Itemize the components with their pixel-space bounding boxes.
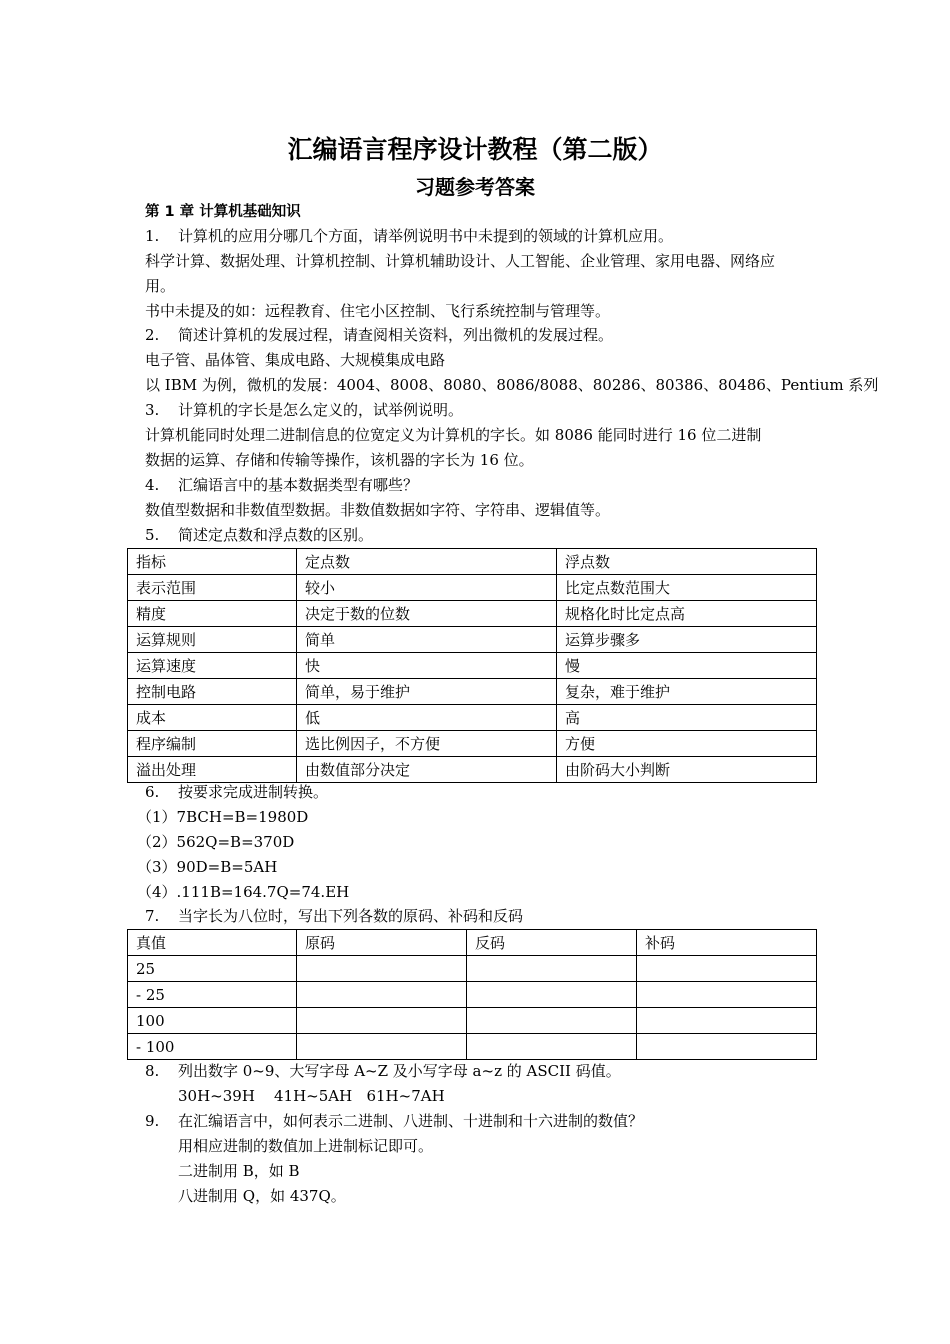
table-cell: 复杂，难于维护 <box>557 679 817 705</box>
table-cell <box>467 956 637 982</box>
table-cell: 简单 <box>297 627 557 653</box>
question-number: 8. <box>145 1062 160 1080</box>
question-2 <box>145 323 825 347</box>
table-cell: 比定点数范围大 <box>557 575 817 601</box>
table-header-cell: 原码 <box>297 930 467 956</box>
question-8 <box>145 1059 825 1083</box>
table-cell: 控制电路 <box>128 679 297 705</box>
table-cell: 25 <box>128 956 297 982</box>
table-cell <box>637 982 817 1008</box>
table-cell <box>467 1008 637 1034</box>
table-cell <box>297 956 467 982</box>
table-row <box>128 1008 817 1034</box>
table-row <box>128 757 817 783</box>
table-header-cell: 反码 <box>467 930 637 956</box>
answer-line: （2）562Q=B=370D <box>137 833 295 851</box>
answer-line: （3）90D=B=5AH <box>137 858 278 876</box>
chapter-heading: 第 1 章 计算机基础知识 <box>145 204 301 220</box>
table-cell: 方便 <box>557 731 817 757</box>
table-cell <box>297 982 467 1008</box>
question-6 <box>145 780 825 804</box>
table-row <box>128 575 817 601</box>
question-number: 6. <box>145 783 160 801</box>
question-4 <box>145 473 825 497</box>
document-subtitle: 习题参考答案 <box>415 175 535 199</box>
answer-line: 计算机能同时处理二进制信息的位宽定义为计算机的字长。如 8086 能同时进行 16 位二进制 <box>145 426 762 444</box>
answer-line: 书中未提及的如：远程教育、住宅小区控制、飞行系统控制与管理等。 <box>145 302 611 320</box>
question-9 <box>145 1109 825 1133</box>
table-row <box>128 601 817 627</box>
question-number: 4. <box>145 476 160 494</box>
table-cell: 选比例因子，不方便 <box>297 731 557 757</box>
table-cell: 由阶码大小判断 <box>557 757 817 783</box>
answer-line: 数据的运算、存储和传输等操作，该机器的字长为 16 位。 <box>145 451 534 469</box>
document-title: 汇编语言程序设计教程（第二版） <box>287 135 663 164</box>
table-row <box>128 956 817 982</box>
table-cell: 溢出处理 <box>128 757 297 783</box>
table-cell: 运算规则 <box>128 627 297 653</box>
answer-line: 二进制用 B，如 B <box>178 1162 300 1180</box>
question-text: 按要求完成进制转换。 <box>178 783 329 801</box>
question-number: 1. <box>145 227 160 245</box>
answer-line: 用。 <box>145 277 176 295</box>
answer-line: 电子管、晶体管、集成电路、大规模集成电路 <box>145 351 446 369</box>
table-cell: 决定于数的位数 <box>297 601 557 627</box>
question-number: 3. <box>145 401 160 419</box>
table-cell <box>637 956 817 982</box>
table-cell: 程序编制 <box>128 731 297 757</box>
table-row <box>128 731 817 757</box>
table-cell: - 25 <box>128 982 297 1008</box>
table-header-cell: 补码 <box>637 930 817 956</box>
answer-line: 用相应进制的数值加上进制标记即可。 <box>178 1137 434 1155</box>
question-text: 简述定点数和浮点数的区别。 <box>178 526 374 544</box>
question-text: 列出数字 0~9、大写字母 A~Z 及小写字母 a~z 的 ASCII 码值。 <box>178 1062 621 1080</box>
table-cell: 规格化时比定点高 <box>557 601 817 627</box>
question-text: 计算机的字长是怎么定义的，试举例说明。 <box>178 401 464 419</box>
table-cell <box>297 1008 467 1034</box>
answer-line: 科学计算、数据处理、计算机控制、计算机辅助设计、人工智能、企业管理、家用电器、网络应 <box>145 252 776 270</box>
table-row <box>128 1034 817 1060</box>
table-cell: 成本 <box>128 705 297 731</box>
answer-line: （4）.111B=164.7Q=74.EH <box>137 883 350 901</box>
table-cell: 快 <box>297 653 557 679</box>
table-cell: 运算速度 <box>128 653 297 679</box>
sign-code-table <box>127 929 817 1060</box>
table-cell <box>637 1034 817 1060</box>
answer-line: 数值型数据和非数值型数据。非数值数据如字符、字符串、逻辑值等。 <box>145 501 611 519</box>
question-number: 9. <box>145 1112 160 1130</box>
table-header-cell: 浮点数 <box>557 549 817 575</box>
table-row <box>128 627 817 653</box>
table-cell: 简单，易于维护 <box>297 679 557 705</box>
table-cell <box>467 1034 637 1060</box>
question-text: 汇编语言中的基本数据类型有哪些？ <box>178 476 419 494</box>
table-cell <box>467 982 637 1008</box>
fixed-vs-float-table <box>127 548 817 783</box>
table-cell: 慢 <box>557 653 817 679</box>
table-cell: 由数值部分决定 <box>297 757 557 783</box>
answer-line: 八进制用 Q，如 437Q。 <box>178 1187 346 1205</box>
question-text: 当字长为八位时，写出下列各数的原码、补码和反码 <box>178 907 524 925</box>
table-cell: 运算步骤多 <box>557 627 817 653</box>
answer-line: （1）7BCH=B=1980D <box>137 808 309 826</box>
table-header-cell: 真值 <box>128 930 297 956</box>
question-text: 在汇编语言中，如何表示二进制、八进制、十进制和十六进制的数值？ <box>178 1112 644 1130</box>
table-cell: 精度 <box>128 601 297 627</box>
table-cell: - 100 <box>128 1034 297 1060</box>
question-number: 2. <box>145 326 160 344</box>
table-row <box>128 653 817 679</box>
table-row <box>128 982 817 1008</box>
question-3 <box>145 398 825 422</box>
table-cell: 表示范围 <box>128 575 297 601</box>
table-cell <box>637 1008 817 1034</box>
table-cell: 高 <box>557 705 817 731</box>
table-header-cell: 定点数 <box>297 549 557 575</box>
answer-line: 30H~39H 41H~5AH 61H~7AH <box>178 1087 445 1105</box>
table-row <box>128 549 817 575</box>
question-number: 7. <box>145 907 160 925</box>
table-cell <box>297 1034 467 1060</box>
question-number: 5. <box>145 526 160 544</box>
table-header-cell: 指标 <box>128 549 297 575</box>
table-row <box>128 705 817 731</box>
question-text: 简述计算机的发展过程，请查阅相关资料，列出微机的发展过程。 <box>178 326 614 344</box>
table-cell: 低 <box>297 705 557 731</box>
table-cell: 100 <box>128 1008 297 1034</box>
question-text: 计算机的应用分哪几个方面，请举例说明书中未提到的领域的计算机应用。 <box>178 227 674 245</box>
question-5 <box>145 523 825 547</box>
question-1 <box>145 224 825 248</box>
answer-line: 以 IBM 为例，微机的发展：4004、8008、8080、8086/8088、80286、80386、80486、Pentium 系列 <box>145 376 879 394</box>
table-row <box>128 930 817 956</box>
question-7 <box>145 904 825 928</box>
table-row <box>128 679 817 705</box>
table-cell: 较小 <box>297 575 557 601</box>
